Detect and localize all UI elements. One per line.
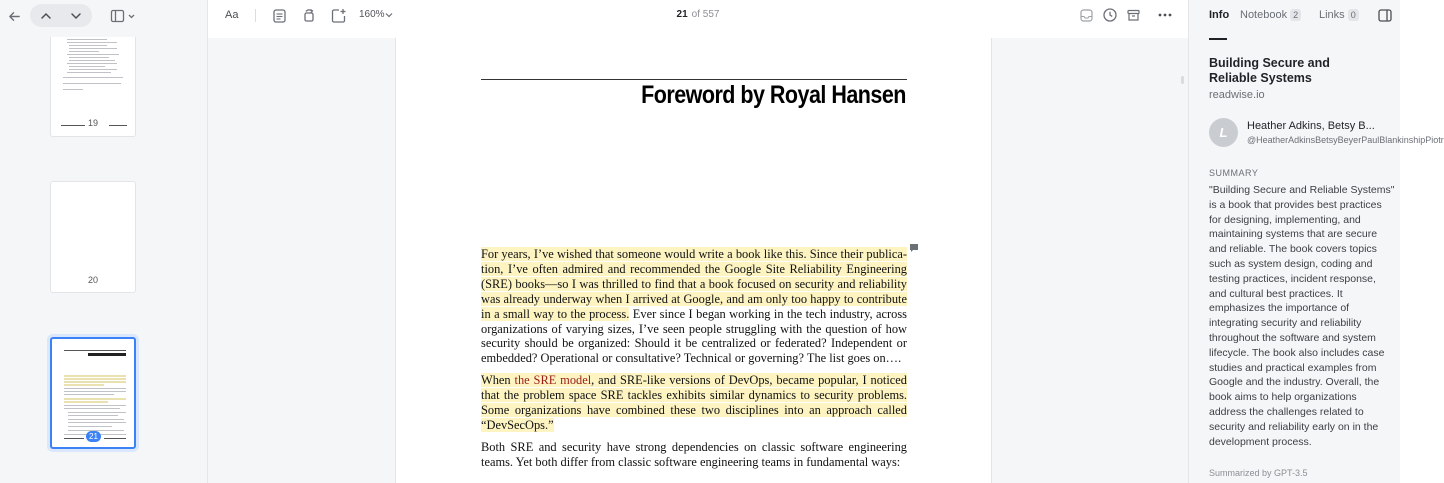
more-icon[interactable]: [1157, 7, 1173, 23]
inbox-icon[interactable]: [1078, 7, 1094, 23]
sidebar-topbar: [0, 0, 207, 31]
book-source[interactable]: readwise.io: [1209, 89, 1265, 101]
back-arrow-icon[interactable]: [4, 6, 24, 26]
thumbnail-page-19[interactable]: [50, 37, 136, 137]
document-viewer[interactable]: [208, 38, 1188, 483]
links-count: 0: [1348, 9, 1359, 21]
panel-toggle-icon[interactable]: [1377, 7, 1393, 23]
paragraph-text: , and SRE-like versions of DevOps, became popular, I noticed that the problem space SRE tackles exhibits similar dynamics to security problems. Some organizations have combined these two disciplines into an approach called “DevSecOps.”: [481, 373, 907, 432]
tab-notebook[interactable]: [1240, 9, 1301, 21]
tab-links[interactable]: [1319, 9, 1359, 21]
author-name[interactable]: Heather Adkins, Betsy B...: [1247, 120, 1375, 132]
paragraph-1[interactable]: [481, 247, 907, 366]
font-settings-button[interactable]: Aa: [225, 9, 239, 21]
notebook-count: 2: [1290, 9, 1301, 21]
paragraph-3: Both SRE and security have strong dependencies on classic software engineering teams. Yet both differ from classic software engineering teams in fundamental ways:: [481, 440, 907, 469]
tab-info[interactable]: Info: [1209, 9, 1230, 21]
thumbnail-page-number: 19: [87, 118, 98, 128]
current-page[interactable]: 21: [676, 9, 688, 20]
chapter-title: Foreword by Royal Hansen: [641, 81, 906, 109]
summary-text: "Building Secure and Reliable Systems" is a book that provides best practices for designing, implementing, and maintaining systems that are secure and reliable. The book covers topics such as system design, coding and testing practices, incident response, and cultural best practices. It emphasizes the importance of integrating security and reliability throughout the software and system lifecycle. The book also includes case studies and practical examples from Google and the industry. Overall, the book aims to help organizations address the challenges related to security and reliability early on in the development process.: [1209, 184, 1395, 448]
chevron-up-icon[interactable]: [36, 6, 56, 26]
comment-icon[interactable]: [909, 240, 919, 258]
avatar: L: [1209, 118, 1238, 147]
paragraph-text: When: [481, 373, 515, 387]
archive-icon[interactable]: [1125, 7, 1141, 23]
sre-model-link[interactable]: the SRE model: [514, 373, 592, 387]
active-tab-indicator: [1209, 38, 1227, 40]
highlight[interactable]: For years, I’ve wished that someone would write a book like this. Since their publica-tion, I’ve often admired and recommended the Google Site Reliability Engineering (SRE) books—so I was thrilled to find that a book focused on security and reliability was already underway when I arrived at Google, and am only too happy to contribute in a small way to the process.: [481, 247, 907, 321]
thumbnail-sidebar: [0, 0, 208, 483]
summary-credit: Summarized by GPT-3.5: [1209, 468, 1308, 478]
info-panel: [1188, 0, 1444, 483]
book-title: Building Secure and Reliable Systems: [1209, 56, 1330, 85]
title-rule: [481, 79, 907, 80]
scrollbar[interactable]: [1181, 76, 1184, 84]
highlight[interactable]: [481, 373, 907, 432]
thumbnail-page-21[interactable]: [50, 337, 136, 449]
clock-icon[interactable]: [1101, 6, 1118, 23]
zoom-level[interactable]: 160%: [359, 9, 385, 20]
current-page-badge: 21: [86, 431, 101, 442]
page-indicator: [208, 9, 1188, 20]
thumbnail-page-number: 20: [87, 275, 98, 285]
chevron-down-icon[interactable]: [66, 6, 86, 26]
document-page[interactable]: [395, 38, 992, 483]
layout-icon[interactable]: [108, 6, 140, 26]
thumbnail-page-20[interactable]: [50, 181, 136, 293]
author-handle: @HeatherAdkinsBetsyBeyerPaulBlankinshipPiotr: [1247, 135, 1444, 145]
page-total: of 557: [691, 9, 720, 20]
tab-label: Links: [1319, 9, 1345, 21]
reader-toolbar: [208, 0, 1188, 31]
paragraph-text: Ever since I began working in the tech industry, across organizations of varying sizes, I’ve seen people struggling with the question of how security should be organized: Should it be centralized or federated? Independent or embedded? Operational or consultative? Technical or governing? The list goes on….: [481, 306, 907, 366]
paragraph-2[interactable]: [481, 373, 907, 433]
tab-label: Notebook: [1240, 9, 1288, 21]
summary-heading: SUMMARY: [1209, 168, 1259, 178]
